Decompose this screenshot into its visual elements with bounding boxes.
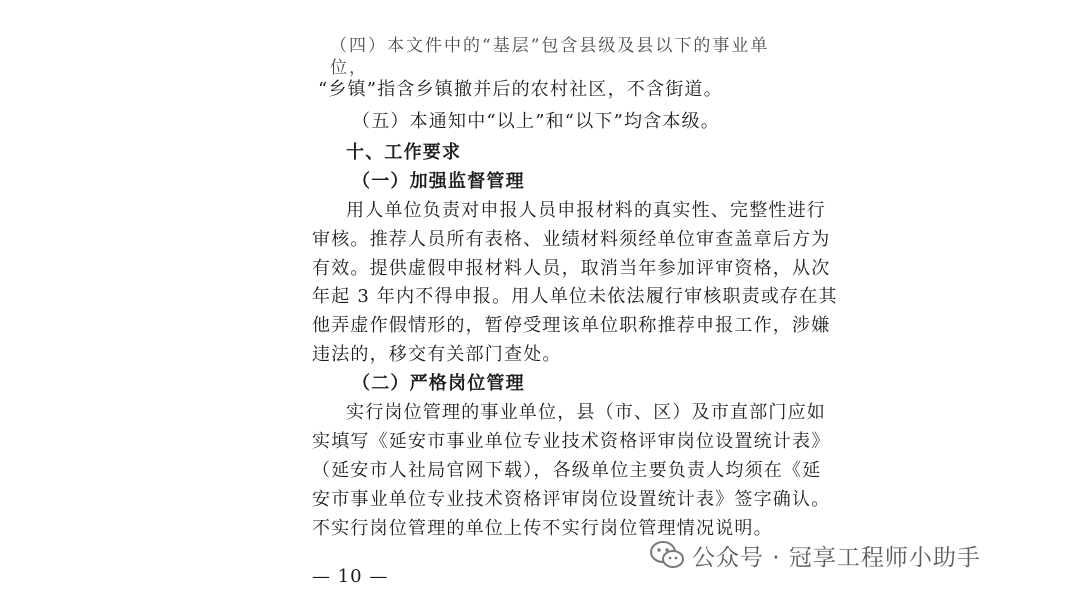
text-line: 实填写《延安市事业单位专业技术资格评审岗位设置统计表》 xyxy=(312,431,831,452)
text-line: 不实行岗位管理的单位上传不实行岗位管理情况说明。 xyxy=(312,518,773,539)
text-line: 他弄虚作假情形的，暂停受理该单位职称推荐申报工作，涉嫌 xyxy=(312,315,831,336)
partial-top-line: （四）本文件中的“基层”包含县级及县以下的事业单位， xyxy=(330,36,770,78)
watermark xyxy=(650,537,981,573)
text-line: 年起 3 年内不得申报。用人单位未依法履行审核职责或存在其 xyxy=(312,286,838,307)
text-line: （延安市人社局官网下载），各级单位主要负责人均须在《延 xyxy=(312,460,822,481)
wechat-icon xyxy=(650,540,684,570)
subsection-heading: （二）严格岗位管理 xyxy=(352,373,525,394)
text-line: “乡镇”指含乡镇撤并后的农村社区，不含街道。 xyxy=(318,79,723,100)
text-line: 审核。推荐人员所有表格、业绩材料须经单位审查盖章后方为 xyxy=(312,229,831,250)
text-line: 违法的，移交有关部门查处。 xyxy=(312,344,562,365)
watermark-text: 公众号 · 冠享工程师小助手 xyxy=(692,544,981,571)
subsection-heading: （一）加强监督管理 xyxy=(352,171,525,192)
text-line: 有效。提供虚假申报材料人员，取消当年参加评审资格，从次 xyxy=(312,258,831,279)
text-line: 实行岗位管理的事业单位，县（市、区）及市直部门应如 xyxy=(346,402,826,423)
text-line: 安市事业单位专业技术资格评审岗位设置统计表》签字确认。 xyxy=(312,489,831,510)
text-line: （五）本通知中“以上”和“以下”均含本级。 xyxy=(352,111,721,132)
page-number: — 10 — xyxy=(312,566,389,587)
text-line: 用人单位负责对申报人员申报材料的真实性、完整性进行 xyxy=(346,200,826,221)
section-heading: 十、工作要求 xyxy=(346,142,462,163)
